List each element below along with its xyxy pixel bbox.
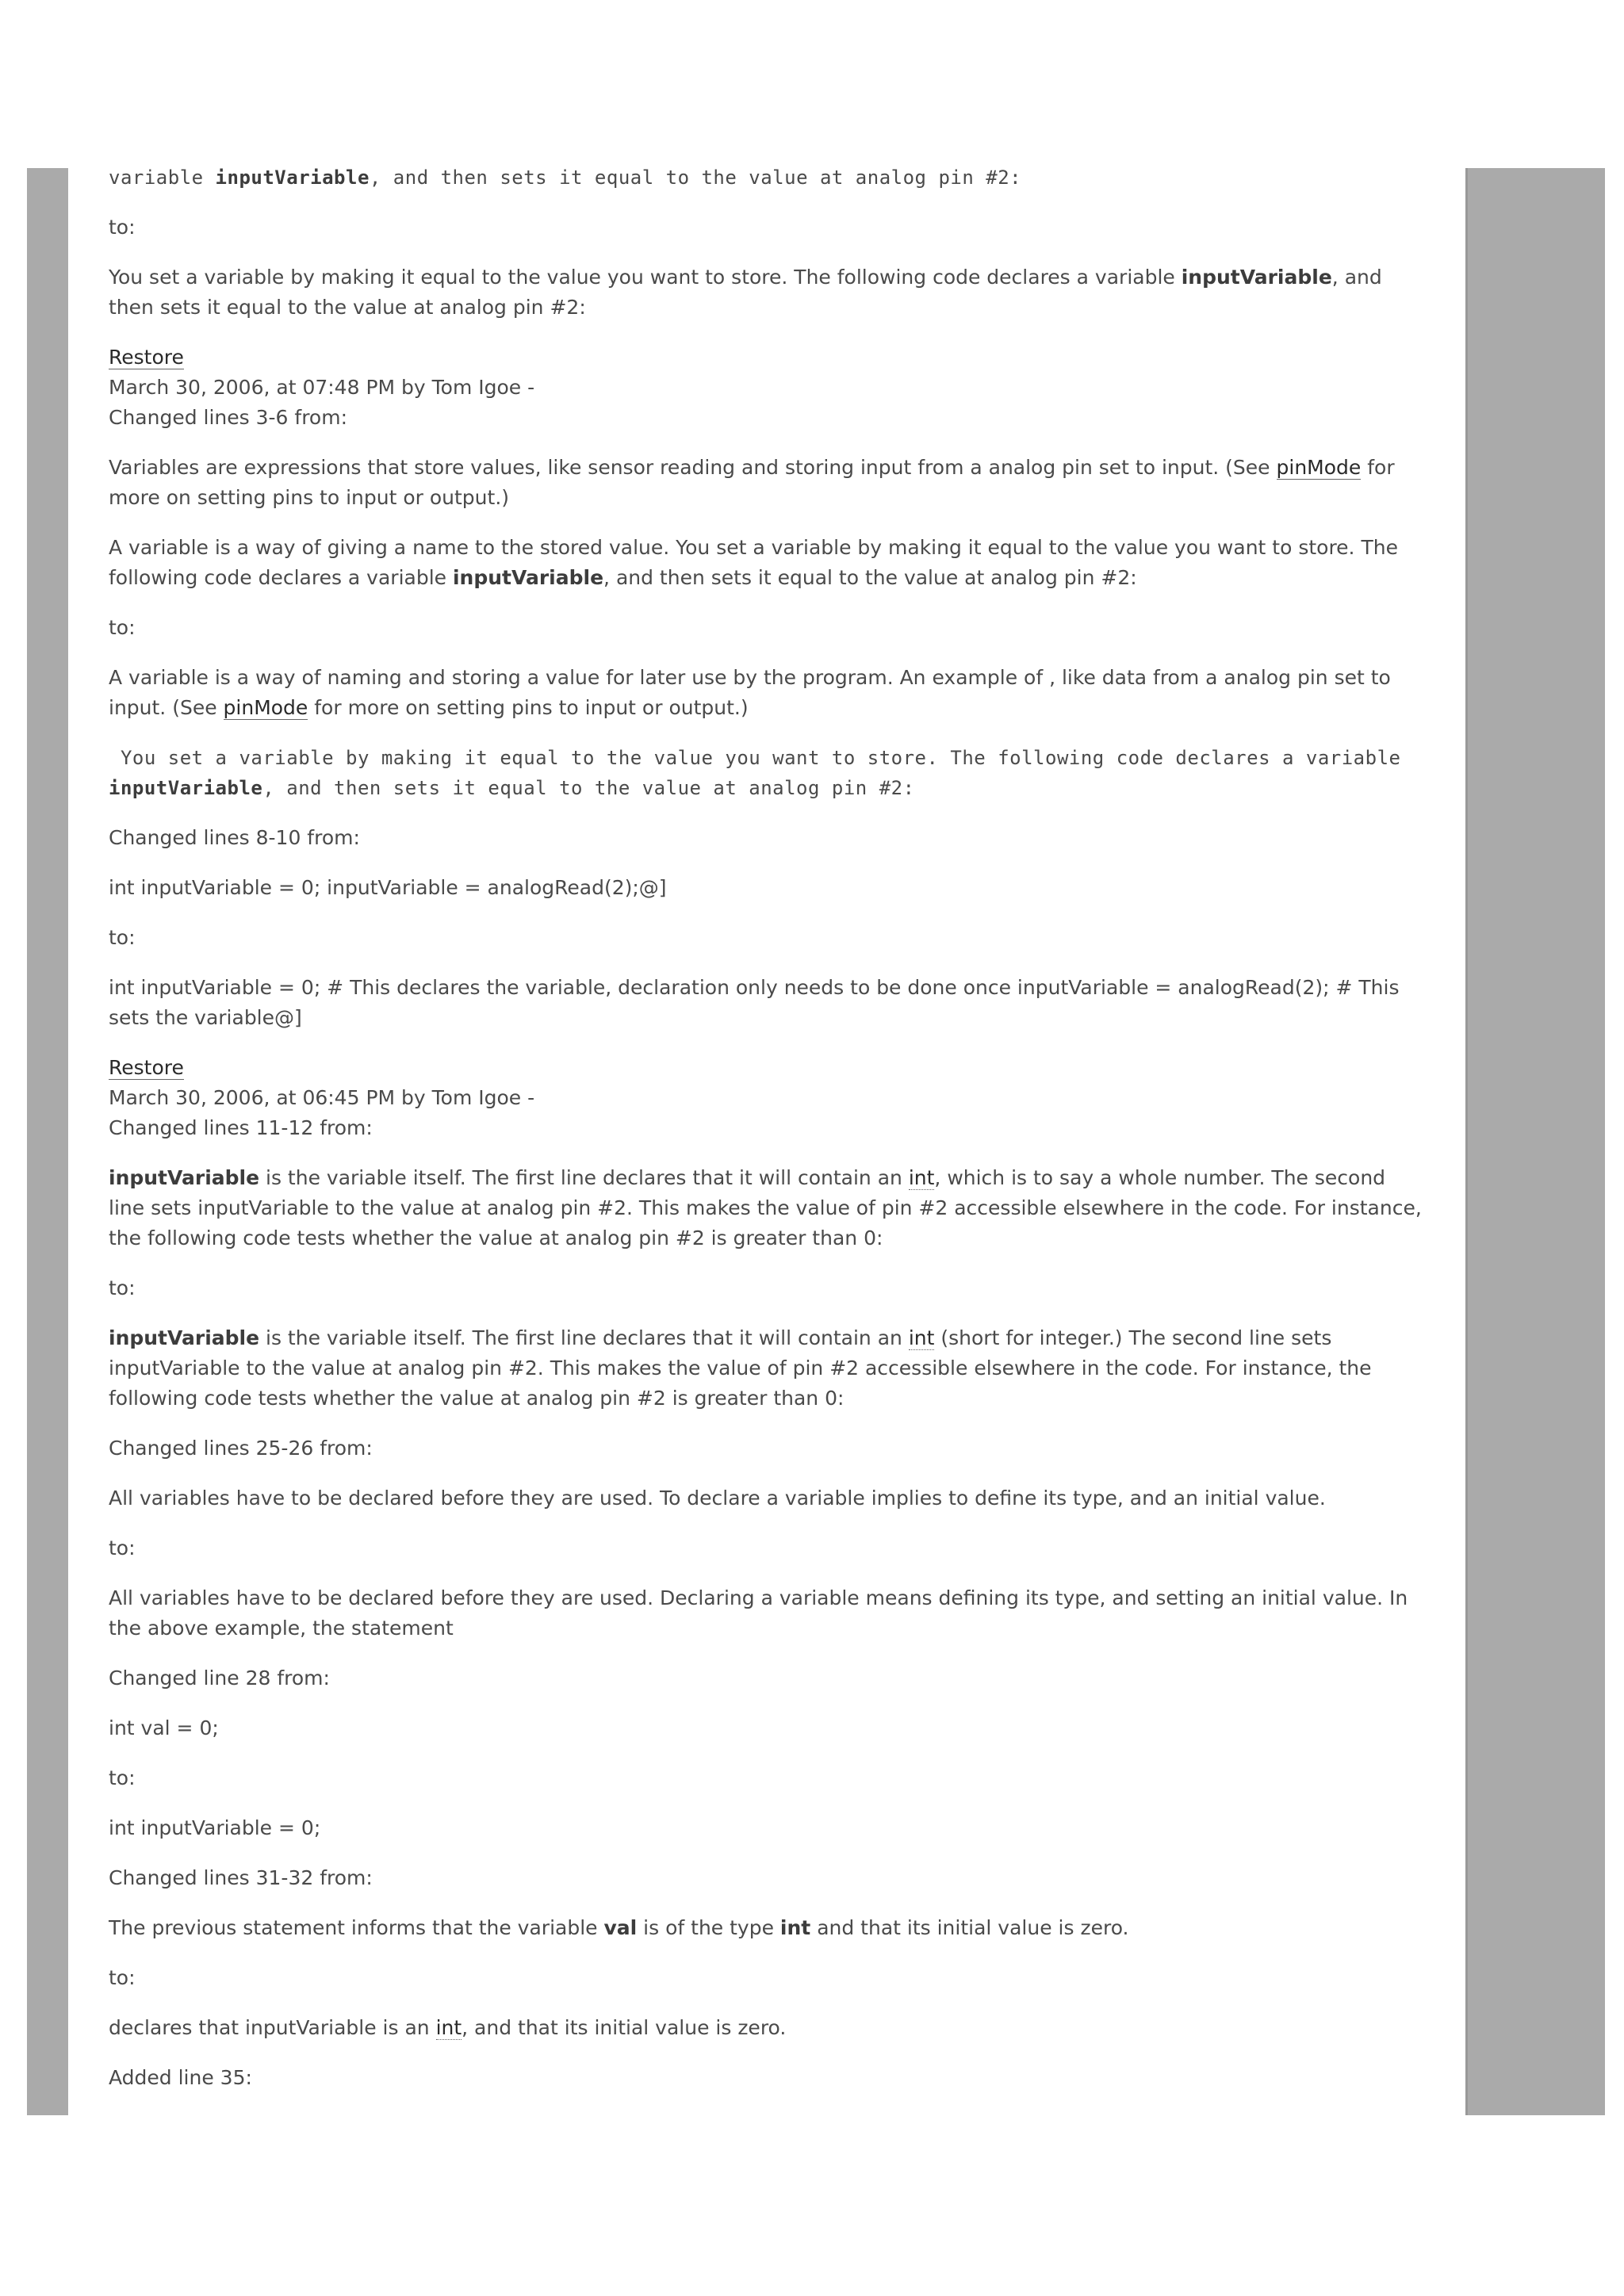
to-label: to: [109, 1276, 136, 1299]
paragraph-naming-storing [109, 663, 1425, 723]
text-span: declares that inputVariable is an [109, 2016, 436, 2039]
text-span: variable [109, 166, 216, 189]
paragraph-previous-statement [109, 1913, 1425, 1943]
right-margin-bar [1465, 168, 1605, 2115]
text-span: (short for integer.) The second line sets inputVariable to the value at analog pin #2. This makes the value of pin #2 accessible elsewhere in the code. For instance, the following code tests whether the value at analog pin #2 is greater than 0: [109, 1326, 1372, 1410]
change-label: Changed lines 8-10 from: [109, 826, 360, 849]
restore-link[interactable]: Restore [109, 346, 184, 369]
paragraph-declares-int [109, 2013, 1425, 2043]
restore-link[interactable]: Restore [109, 1056, 184, 1079]
paragraph-inputvariable-to [109, 1323, 1425, 1414]
change-label: Changed lines 11-12 from: [109, 1116, 373, 1139]
code-line-from: int inputVariable = 0; inputVariable = analogRead(2);@] [109, 876, 667, 899]
to-label: to: [109, 1966, 136, 1989]
text-span: is the variable itself. The first line declares that it will contain an [259, 1326, 909, 1349]
paragraph-set-variable [109, 262, 1425, 323]
change-label: Changed line 28 from: [109, 1667, 330, 1689]
int-link[interactable]: int [908, 1326, 935, 1349]
to-label: to: [109, 1536, 136, 1559]
text-span: and that its initial value is zero. [810, 1916, 1129, 1939]
change-label: Added line 35: [109, 2066, 252, 2089]
text-span: for more on setting pins to input or output.) [308, 696, 749, 719]
bold-term: inputVariable [109, 777, 263, 799]
bold-term: inputVariable [1181, 266, 1332, 289]
pinmode-link[interactable]: pinMode [1276, 456, 1362, 479]
code-line-to: int inputVariable = 0; # This declares the variable, declaration only needs to be done once inputVariable = analogRead(2); # This sets the variable@] [109, 976, 1400, 1029]
text-span: , and then sets it equal to the value at analog pin #2: [603, 566, 1137, 589]
text-span: , and then sets it equal to the value at analog pin #2: [369, 166, 1022, 189]
mono-block [109, 743, 1425, 803]
code-line-inputvariable: int inputVariable = 0; [109, 1816, 321, 1839]
text-span: , and then sets it equal to the value at analog pin #2: [262, 777, 915, 799]
text-span: , and then sets it equal to the value at analog pin #2: [109, 266, 1382, 319]
change-label: Changed lines 3-6 from: [109, 406, 348, 429]
text-span: You set a variable by making it equal to the value you want to store. The following code declares a variable [109, 747, 1413, 769]
pinmode-link[interactable]: pinMode [223, 696, 308, 719]
paragraph-a-variable-is [109, 533, 1425, 593]
bold-term: inputVariable [109, 1166, 260, 1189]
change-label: Changed lines 25-26 from: [109, 1437, 373, 1460]
to-label: to: [109, 216, 136, 239]
bold-term: int [779, 1916, 811, 1939]
text-span: A variable is a way of naming and storing a value for later use by the program. An example of , like data from a analog pin set to input. (See [109, 666, 1391, 719]
to-label: to: [109, 616, 136, 639]
page-content [109, 163, 1425, 2113]
bold-term: inputVariable [215, 166, 370, 189]
paragraph-inputvariable-from [109, 1163, 1425, 1253]
paragraph-variables-are [109, 453, 1425, 513]
text-span: , which is to say a whole number. The second line sets inputVariable to the value at analog pin #2. This makes the value of pin #2 accessible elsewhere in the code. For instance, the following code tests whether the value at analog pin #2 is greater than 0: [109, 1166, 1422, 1249]
to-label: to: [109, 926, 136, 949]
text-span: Variables are expressions that store values, like sensor reading and storing input from a analog pin set to input. (See [109, 456, 1277, 479]
bold-term: val [603, 1916, 638, 1939]
text-span: The previous statement informs that the variable [109, 1916, 604, 1939]
bold-term: inputVariable [452, 566, 604, 589]
mono-intro-line [109, 163, 1425, 193]
paragraph-declared-from: All variables have to be declared before they are used. To declare a variable implies to define its type, and an initial value. [109, 1487, 1326, 1510]
int-link[interactable]: int [908, 1166, 935, 1189]
text-span: for more on setting pins to input or output.) [109, 456, 1395, 509]
left-margin-bar [27, 168, 68, 2115]
to-label: to: [109, 1766, 136, 1789]
restore-link-line [109, 1053, 1425, 1083]
int-link[interactable]: int [435, 2016, 462, 2039]
paragraph-declared-to: All variables have to be declared before they are used. Declaring a variable means defining its type, and setting an initial value. In the above example, the statement [109, 1586, 1408, 1640]
text-span: You set a variable by making it equal to the value you want to store. The following code declares a variable [109, 266, 1182, 289]
code-line-val: int val = 0; [109, 1716, 219, 1739]
change-label: Changed lines 31-32 from: [109, 1866, 373, 1889]
text-span: , and that its initial value is zero. [462, 2016, 787, 2039]
text-span: is of the type [637, 1916, 780, 1939]
revision-meta: March 30, 2006, at 06:45 PM by Tom Igoe - [109, 1086, 535, 1109]
bold-term: inputVariable [109, 1326, 260, 1349]
revision-meta: March 30, 2006, at 07:48 PM by Tom Igoe - [109, 376, 535, 399]
text-span: is the variable itself. The first line declares that it will contain an [259, 1166, 909, 1189]
text-span: A variable is a way of giving a name to the stored value. You set a variable by making it equal to the value you want to store. The following code declares a variable [109, 536, 1398, 589]
restore-link-line [109, 342, 1425, 373]
